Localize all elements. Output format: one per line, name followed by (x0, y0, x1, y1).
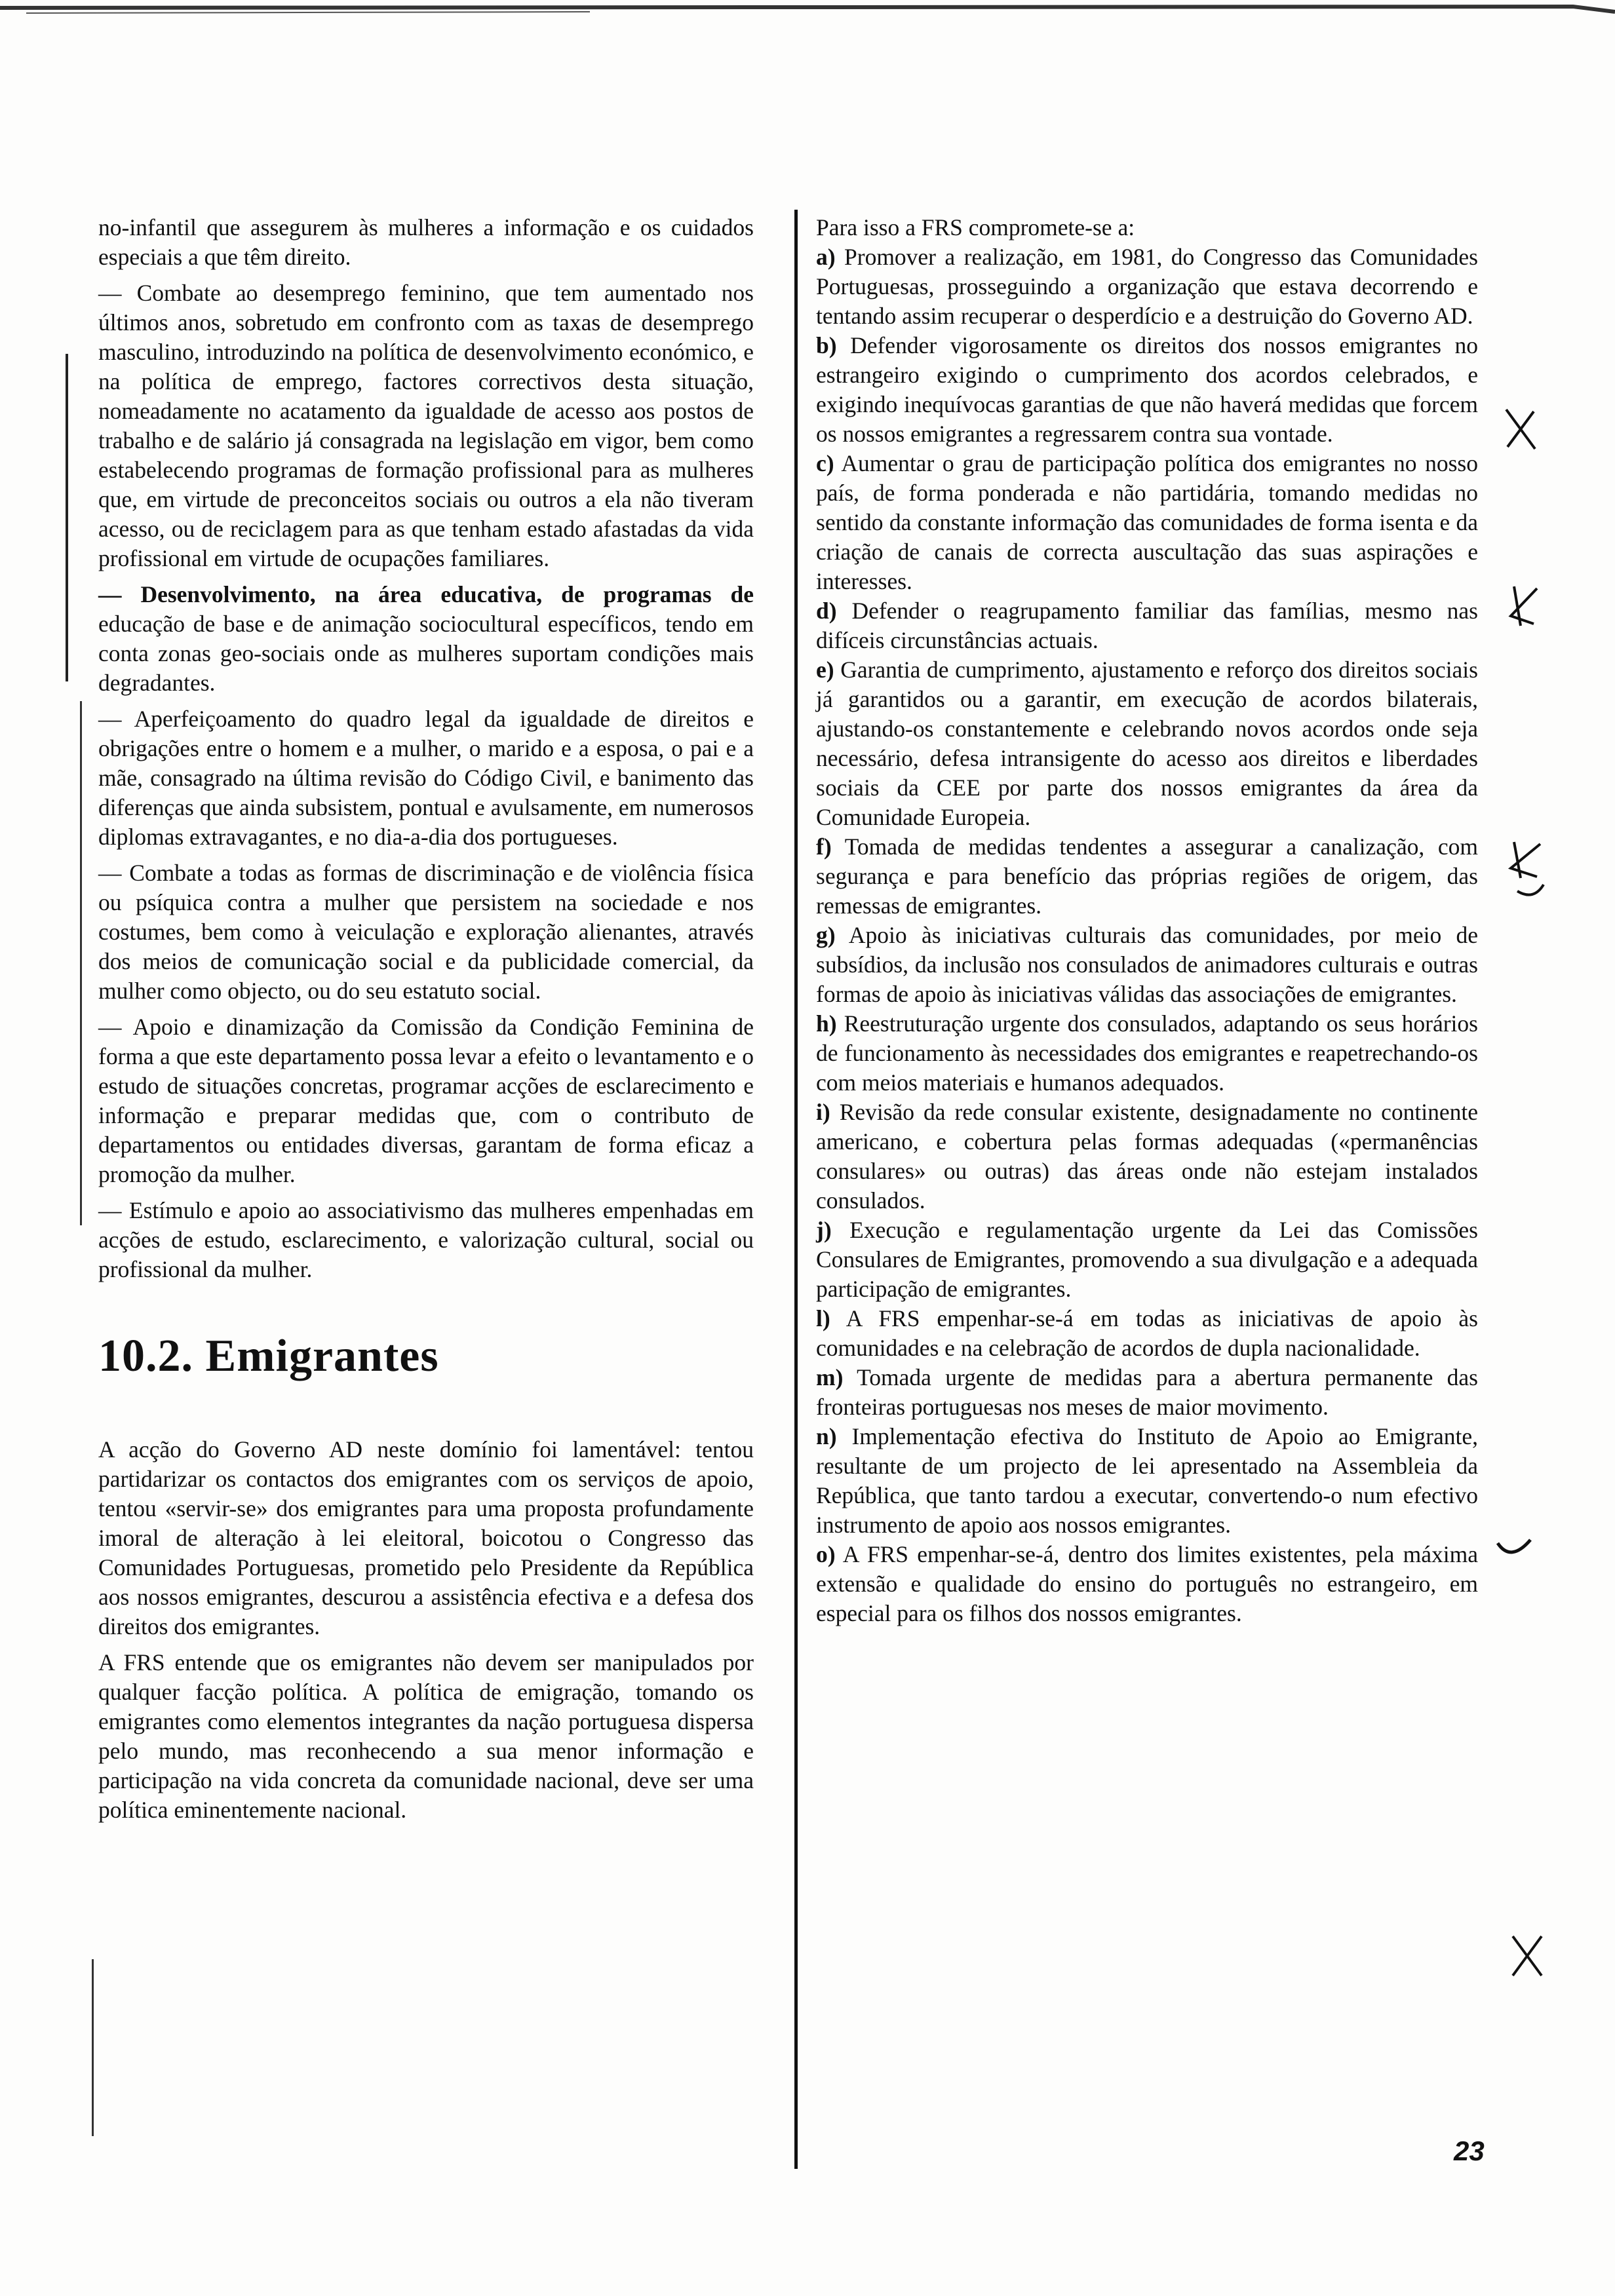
left-paragraph-6-text: — Estímulo e apoio ao associativismo das mulheres empenhadas em acções de estudo, esclarecimento, e valorização cultural, social ou profissional da mulher. (98, 1197, 754, 1282)
left-paragraph-3 (98, 704, 754, 852)
list-item-h-text: Reestruturação urgente dos consulados, adaptando os seus horários de funcionamento às necessidades dos emigrantes e reapetrechando-os com meios materiais e humanos adequados. (816, 1010, 1478, 1096)
page-number: 23 (1454, 2135, 1485, 2166)
left-paragraph-4-text: — Combate a todas as formas de discriminação e de violência física ou psíquica contra a mulher que persistem na sociedade e nos costumes, bem como à veiculação e exploração alienantes, através dos meios de comunicação social e da publicidade comercial, da mulher como objecto, ou do seu estatuto social. (98, 860, 754, 1004)
list-item-m (816, 1363, 1478, 1422)
list-item-j-text: Execução e regulamentação urgente da Lei das Comissões Consulares de Emigrantes, promovendo a sua divulgação e a adequada participação de emigrantes. (816, 1217, 1478, 1302)
list-item-a (816, 242, 1478, 331)
list-item-i-letter: i) (816, 1099, 830, 1125)
list-item-n (816, 1422, 1478, 1540)
list-item-g (816, 921, 1478, 1009)
left-paragraph-0 (98, 213, 754, 272)
handwritten-x-mark (1508, 583, 1540, 629)
list-item-i-text: Revisão da rede consular existente, designadamente no continente americano, e cobertura pelas formas adequadas («permanências consulares» ou outras) das áreas onde não estejam instalados consulados. (816, 1099, 1478, 1214)
list-item-h (816, 1009, 1478, 1098)
list-item-f-letter: f) (816, 833, 832, 860)
list-item-e (816, 655, 1478, 832)
list-item-h-letter: h) (816, 1010, 837, 1037)
left-paragraph-1-text: — Combate ao desemprego feminino, que tem aumentado nos últimos anos, sobretudo em confronto com as taxas de desemprego masculino, introduzindo na política de desenvolvimento económico, e na política de emprego, factores correctivos desta situação, nomeadamente no acatamento da igualdade de acesso aos postos de trabalho e de salário já consagrada na legislação em vigor, bem como estabelecendo programas de formação profissional para as mulheres que, em virtude de preconceitos sociais ou outros a ela não tiveram acesso, ou de reciclagem para as que tenham estado afastadas da vida profissional em virtude de ocupações familiares. (98, 280, 754, 571)
right-column (816, 213, 1478, 1628)
list-item-a-letter: a) (816, 244, 836, 270)
left-paragraph-4 (98, 858, 754, 1006)
margin-mark-line (92, 1959, 94, 2136)
list-item-b-text: Defender vigorosamente os direitos dos nossos emigrantes no estrangeiro exigindo o cumprimento dos acordos celebrados, e exigindo inequívocas garantias de que não haverá medidas que forcem os nossos emigrantes a regressarem contra sua vontade. (816, 332, 1478, 447)
margin-mark-line (80, 701, 82, 1225)
list-item-a-text: Promover a realização, em 1981, do Congresso das Comunidades Portuguesas, prosseguindo a organização que estava decorrendo e tentando assim recuperar o desperdício e a destruição do Governo AD. (816, 244, 1478, 329)
list-item-i (816, 1098, 1478, 1215)
list-item-n-text: Implementação efectiva do Instituto de Apoio ao Emigrante, resultante de um projecto de lei apresentado na Assembleia da República, que tanto tardou a executar, convertendo-o num efectivo instrumento de apoio aos nossos emigrantes. (816, 1423, 1479, 1538)
list-item-f (816, 832, 1478, 921)
list-item-g-text: Apoio às iniciativas culturais das comunidades, por meio de subsídios, da inclusão nos consulados de animadores culturais e outras formas de apoio às iniciativas válidas das associações de emigrantes. (816, 922, 1479, 1007)
list-item-c-letter: c) (816, 450, 834, 476)
column-divider (794, 210, 798, 2169)
scan-edge-top (0, 0, 1615, 26)
section-paragraph-1: A FRS entende que os emigrantes não devem ser manipulados por qualquer facção política. A política de emigração, tomando os emigrantes como elementos integrantes da nação portuguesa dispersa pelo mundo, mas reconhecendo a sua menor informação e participação na vida concreta da comunidade nacional, deve ser uma política eminentemente nacional. (98, 1649, 754, 1823)
list-item-l-text: A FRS empenhar-se-á em todas as iniciativas de apoio às comunidades e na celebração de acordos de dupla nacionalidade. (816, 1305, 1478, 1361)
list-item-j-letter: j) (816, 1217, 832, 1243)
left-paragraph-5 (98, 1012, 754, 1189)
right-intro: Para isso a FRS compromete-se a: (816, 214, 1135, 240)
list-item-j (816, 1215, 1478, 1304)
left-paragraph-2-text: educação de base e de animação sociocultural específicos, tendo em conta zonas geo-sociais onde as mulheres suportam condições mais degradantes. (98, 611, 754, 696)
left-paragraph-5-text: — Apoio e dinamização da Comissão da Condição Feminina de forma a que este departamento possa levar a efeito o levantamento e o estudo de situações concretas, programar acções de esclarecimento e informação e preparar medidas que, com o contributo de departamentos ou entidades diversas, garantam de forma eficaz a promoção da mulher. (98, 1014, 754, 1187)
handwritten-x-mark (1508, 1933, 1547, 1979)
section-paragraph-0: A acção do Governo AD neste domínio foi lamentável: tentou partidarizar os contactos dos emigrantes com os serviços de apoio, tentou «servir-se» dos emigrantes para uma proposta profundamente imoral de alteração à lei eleitoral, boicotou o Congresso das Comunidades Portuguesas, prometido pelo Presidente da República aos nossos emigrantes, descurou a assistência efectiva e a defesa dos direitos dos emigrantes. (98, 1436, 754, 1639)
list-item-b (816, 331, 1478, 449)
handwritten-x-mark (1508, 839, 1547, 904)
left-paragraph-0-text: no-infantil que assegurem às mulheres a informação e os cuidados especiais a que têm direito. (98, 214, 754, 270)
list-item-d-text: Defender o reagrupamento familiar das famílias, mesmo nas difíceis circunstâncias actuais. (816, 598, 1478, 653)
left-paragraph-6 (98, 1196, 754, 1284)
left-paragraph-3-text: — Aperfeiçoamento do quadro legal da igualdade de direitos e obrigações entre o homem e a mulher, o marido e a esposa, o pai e a mãe, consagrado na última revisão do Código Civil, e banimento das diferenças que ainda subsistem, pontual e avulsamente, em numerosos diplomas extravagantes, e no dia-a-dia dos portugueses. (98, 706, 754, 850)
list-item-o (816, 1540, 1478, 1628)
list-item-e-letter: e) (816, 657, 834, 683)
list-item-n-letter: n) (816, 1423, 837, 1449)
list-item-d-letter: d) (816, 598, 837, 624)
handwritten-check-mark (1494, 1527, 1534, 1566)
list-item-e-text: Garantia de cumprimento, ajustamento e reforço dos direitos sociais já garantidos ou a garantir, em execução de acordos bilaterais, ajustando-os constantemente e celebrando novos acordos onde seja necessário, defesa intransigente do acesso aos direitos e liberdades sociais da CEE por parte dos nossos emigrantes da área da Comunidade Europeia. (816, 657, 1478, 830)
list-item-g-letter: g) (816, 922, 836, 948)
list-item-f-text: Tomada de medidas tendentes a assegurar a canalização, com segurança e para benefício das próprias regiões de origem, das remessas de emigrantes. (816, 833, 1479, 919)
list-item-m-letter: m) (816, 1364, 844, 1390)
list-item-l (816, 1304, 1478, 1363)
list-item-c (816, 449, 1478, 596)
left-column (98, 213, 754, 1825)
list-item-l-letter: l) (816, 1305, 830, 1331)
list-item-m-text: Tomada urgente de medidas para a abertura permanente das fronteiras portuguesas nos meses de maior movimento. (816, 1364, 1479, 1420)
left-paragraph-1 (98, 278, 754, 573)
list-item-d (816, 596, 1478, 655)
left-paragraph-2-lead: — Desenvolvimento, na área educativa, de programas de (98, 581, 754, 607)
list-item-c-text: Aumentar o grau de participação política dos emigrantes no nosso país, de forma ponderada e não partidária, tomando medidas no sentido da constante informação das comunidades de forma isenta e da criação de canais de correcta auscultação das suas aspirações e interesses. (816, 450, 1478, 594)
list-item-b-letter: b) (816, 332, 837, 358)
handwritten-x-mark (1501, 406, 1540, 452)
list-item-o-text: A FRS empenhar-se-á, dentro dos limites existentes, pela máxima extensão e qualidade do ensino do português no estrangeiro, em especial para os filhos dos nossos emigrantes. (816, 1541, 1479, 1626)
margin-mark-line (66, 354, 68, 681)
list-item-o-letter: o) (816, 1541, 836, 1567)
section-heading: 10.2. Emigrantes (98, 1331, 439, 1381)
left-paragraph-2 (98, 580, 754, 698)
